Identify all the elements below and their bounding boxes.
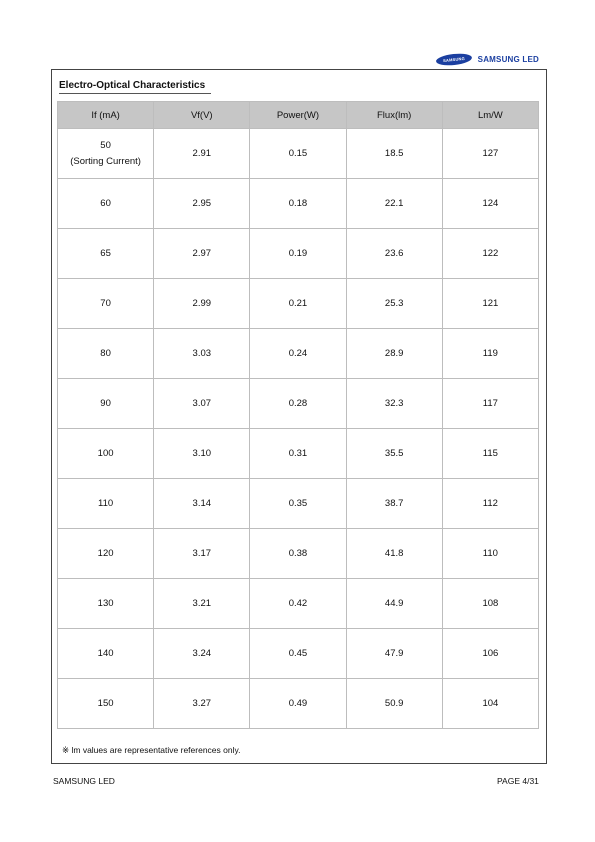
- cell-vf: 3.27: [154, 679, 250, 729]
- table-row: [58, 229, 539, 279]
- table-row: [58, 329, 539, 379]
- cell-if: 150: [58, 679, 154, 729]
- footer-company: SAMSUNG LED: [53, 776, 115, 786]
- cell-lmw: 106: [442, 629, 538, 679]
- cell-if: 130: [58, 579, 154, 629]
- cell-flux: 23.6: [346, 229, 442, 279]
- cell-flux: 41.8: [346, 529, 442, 579]
- brand-name: SAMSUNG LED: [477, 55, 539, 64]
- cell-flux: 35.5: [346, 429, 442, 479]
- cell-if: 100: [58, 429, 154, 479]
- section-title: Electro-Optical Characteristics: [59, 80, 211, 94]
- table-header-row: [58, 102, 539, 129]
- table-row: [58, 629, 539, 679]
- cell-power: 0.15: [250, 129, 346, 179]
- column-header-flux: Flux(lm): [346, 102, 442, 129]
- cell-flux: 44.9: [346, 579, 442, 629]
- column-header-if: If (mA): [58, 102, 154, 129]
- cell-if: 120: [58, 529, 154, 579]
- samsung-logo-text: SAMSUNG: [442, 55, 465, 64]
- cell-lmw: 124: [442, 179, 538, 229]
- cell-lmw: 117: [442, 379, 538, 429]
- header-brand: [436, 54, 539, 65]
- cell-power: 0.38: [250, 529, 346, 579]
- cell-power: 0.19: [250, 229, 346, 279]
- table-row: [58, 379, 539, 429]
- cell-lmw: 112: [442, 479, 538, 529]
- cell-power: 0.42: [250, 579, 346, 629]
- cell-lmw: 104: [442, 679, 538, 729]
- table-row: [58, 579, 539, 629]
- cell-flux: 28.9: [346, 329, 442, 379]
- cell-vf: 3.21: [154, 579, 250, 629]
- column-header-vf: Vf(V): [154, 102, 250, 129]
- table-row: [58, 479, 539, 529]
- cell-power: 0.45: [250, 629, 346, 679]
- cell-power: 0.21: [250, 279, 346, 329]
- cell-vf: 2.99: [154, 279, 250, 329]
- cell-vf: 3.07: [154, 379, 250, 429]
- cell-power: 0.18: [250, 179, 346, 229]
- table-row: [58, 129, 539, 179]
- cell-vf: 2.95: [154, 179, 250, 229]
- cell-if: [58, 129, 154, 179]
- cell-vf: 3.24: [154, 629, 250, 679]
- cell-lmw: 115: [442, 429, 538, 479]
- cell-lmw: 108: [442, 579, 538, 629]
- content-frame: [51, 69, 547, 764]
- cell-vf: 2.91: [154, 129, 250, 179]
- cell-flux: 50.9: [346, 679, 442, 729]
- cell-vf: 3.03: [154, 329, 250, 379]
- samsung-logo: [435, 52, 472, 67]
- cell-power: 0.49: [250, 679, 346, 729]
- cell-if: 70: [58, 279, 154, 329]
- footnote: ※ lm values are representative references only.: [62, 745, 241, 755]
- cell-lmw: 119: [442, 329, 538, 379]
- cell-power: 0.31: [250, 429, 346, 479]
- cell-power: 0.28: [250, 379, 346, 429]
- cell-power: 0.24: [250, 329, 346, 379]
- cell-vf: 3.14: [154, 479, 250, 529]
- cell-lmw: 122: [442, 229, 538, 279]
- cell-if: 60: [58, 179, 154, 229]
- cell-if-note: (Sorting Current): [70, 155, 141, 167]
- cell-flux: 18.5: [346, 129, 442, 179]
- column-header-power: Power(W): [250, 102, 346, 129]
- cell-flux: 22.1: [346, 179, 442, 229]
- cell-if: 90: [58, 379, 154, 429]
- electro-optical-table: [57, 101, 539, 729]
- cell-lmw: 127: [442, 129, 538, 179]
- table-row: [58, 179, 539, 229]
- cell-flux: 38.7: [346, 479, 442, 529]
- cell-vf: 3.10: [154, 429, 250, 479]
- cell-flux: 25.3: [346, 279, 442, 329]
- column-header-lmw: Lm/W: [442, 102, 538, 129]
- table-row: [58, 529, 539, 579]
- table-row: [58, 679, 539, 729]
- table-row: [58, 279, 539, 329]
- cell-if-value: 50: [100, 139, 111, 151]
- cell-flux: 32.3: [346, 379, 442, 429]
- cell-power: 0.35: [250, 479, 346, 529]
- cell-if: 140: [58, 629, 154, 679]
- cell-if: 65: [58, 229, 154, 279]
- cell-lmw: 110: [442, 529, 538, 579]
- cell-flux: 47.9: [346, 629, 442, 679]
- cell-vf: 3.17: [154, 529, 250, 579]
- footer-page-number: PAGE 4/31: [497, 776, 539, 786]
- cell-lmw: 121: [442, 279, 538, 329]
- cell-if: 110: [58, 479, 154, 529]
- cell-vf: 2.97: [154, 229, 250, 279]
- table-row: [58, 429, 539, 479]
- cell-if: 80: [58, 329, 154, 379]
